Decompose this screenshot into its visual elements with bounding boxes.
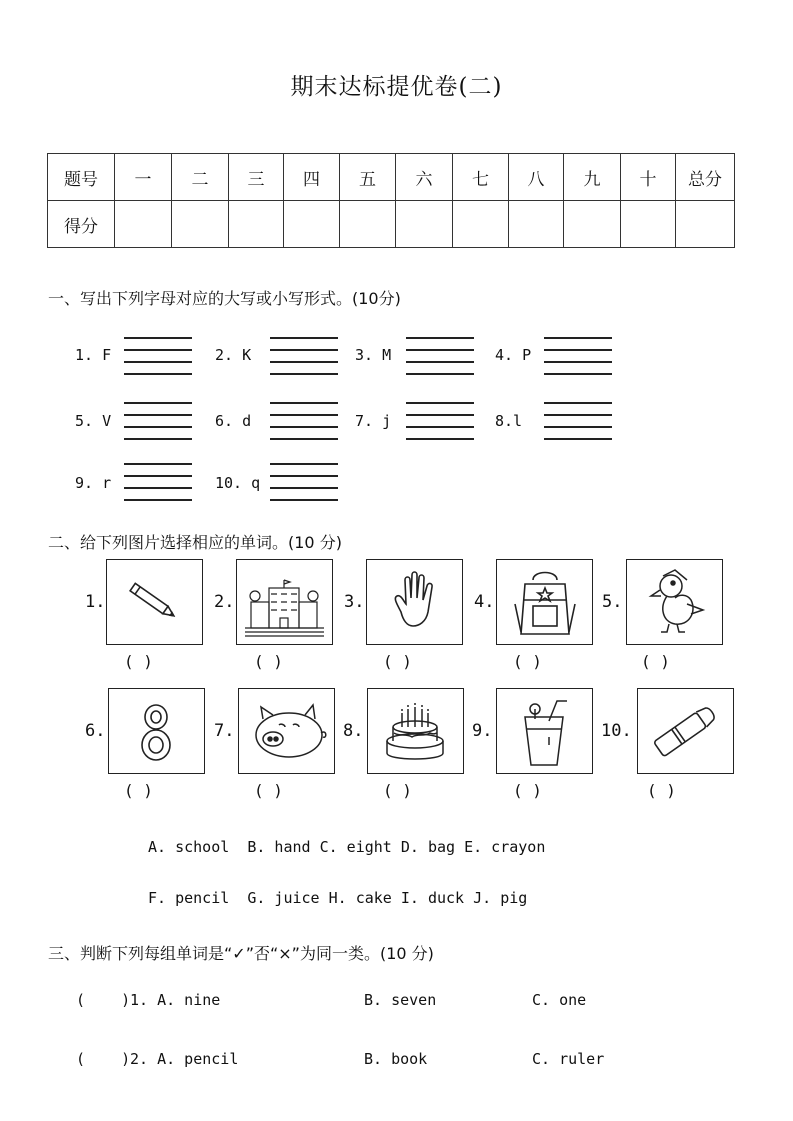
answer-blank[interactable]: ( ): [383, 652, 412, 671]
writing-lines[interactable]: [124, 402, 192, 444]
question-option-a: 2. A. pencil: [130, 1050, 239, 1068]
header-cell: 七: [453, 154, 509, 201]
writing-lines[interactable]: [124, 463, 192, 505]
picture-number: 2.: [214, 592, 235, 612]
header-cell: 四: [284, 154, 340, 201]
writing-lines[interactable]: [406, 402, 474, 444]
letter-item: 1. F: [75, 346, 112, 364]
score-cell[interactable]: [564, 201, 621, 248]
picture-box-eight: [108, 688, 205, 774]
header-cell: 三: [229, 154, 284, 201]
letter-item: 10. q: [215, 474, 261, 492]
duck-icon: [627, 560, 722, 644]
writing-lines[interactable]: [270, 402, 338, 444]
picture-box-school: [236, 559, 333, 645]
score-table: [47, 153, 735, 248]
section2-heading: 二、给下列图片选择相应的单词。(10 分): [48, 533, 342, 552]
writing-lines[interactable]: [124, 337, 192, 379]
picture-box-pig: [238, 688, 335, 774]
writing-lines[interactable]: [270, 337, 338, 379]
picture-number: 4.: [474, 592, 495, 612]
school-icon: [237, 560, 332, 644]
header-cell: 一: [115, 154, 172, 201]
section3-heading: 三、判断下列每组单词是“✓”否“×”为同一类。(10 分): [48, 944, 434, 963]
answer-blank[interactable]: ( ): [513, 652, 542, 671]
picture-number: 9.: [472, 721, 493, 741]
letter-item: 4. P: [495, 346, 532, 364]
picture-box-pencil: [637, 688, 734, 774]
score-label-cell: 得分: [48, 201, 115, 248]
picture-box-duck: [626, 559, 723, 645]
crayon-icon: [107, 560, 202, 644]
juice-icon: [497, 689, 592, 773]
picture-box-juice: [496, 688, 593, 774]
picture-number: 6.: [85, 721, 106, 741]
score-cell[interactable]: [115, 201, 172, 248]
header-cell: 五: [340, 154, 396, 201]
score-cell[interactable]: [340, 201, 396, 248]
score-table-header-row: [48, 154, 735, 201]
score-cell[interactable]: [676, 201, 735, 248]
picture-number: 10.: [601, 721, 632, 741]
pencil-icon: [638, 689, 733, 773]
score-cell[interactable]: [396, 201, 453, 248]
header-cell: 题号: [48, 154, 115, 201]
letter-item: 7. j: [355, 412, 392, 430]
answer-blank[interactable]: ( ): [647, 781, 676, 800]
answer-blank[interactable]: ( ): [383, 781, 412, 800]
picture-number: 5.: [602, 592, 623, 612]
header-cell: 十: [621, 154, 676, 201]
picture-number: 7.: [214, 721, 235, 741]
picture-box-cake: [367, 688, 464, 774]
answer-blank[interactable]: ( ): [254, 781, 283, 800]
letter-item: 5. V: [75, 412, 112, 430]
header-cell: 六: [396, 154, 453, 201]
writing-lines[interactable]: [406, 337, 474, 379]
word-options-line2: F. pencil G. juice H. cake I. duck J. pig: [148, 889, 528, 907]
score-table-score-row: [48, 201, 735, 248]
judge-blank[interactable]: ( ): [76, 1050, 131, 1068]
answer-blank[interactable]: ( ): [254, 652, 283, 671]
question-option-a: 1. A. nine: [130, 991, 221, 1009]
picture-box-hand: [366, 559, 463, 645]
section1-heading: 一、写出下列字母对应的大写或小写形式。(10分): [48, 289, 401, 308]
question-option-b: B. seven: [364, 991, 437, 1009]
letter-item: 6. d: [215, 412, 252, 430]
answer-blank[interactable]: ( ): [641, 652, 670, 671]
bag-icon: [497, 560, 592, 644]
answer-blank[interactable]: ( ): [124, 781, 153, 800]
page-title: 期末达标提优卷(二): [290, 74, 503, 100]
score-cell[interactable]: [453, 201, 509, 248]
letter-item: 8.l: [495, 412, 523, 430]
score-cell[interactable]: [621, 201, 676, 248]
answer-blank[interactable]: ( ): [513, 781, 542, 800]
question-option-c: C. ruler: [532, 1050, 605, 1068]
picture-box-bag: [496, 559, 593, 645]
header-cell: 九: [564, 154, 621, 201]
picture-number: 1.: [85, 592, 106, 612]
writing-lines[interactable]: [270, 463, 338, 505]
picture-box-crayon: [106, 559, 203, 645]
header-cell: 八: [509, 154, 564, 201]
writing-lines[interactable]: [544, 337, 612, 379]
letter-item: 2. K: [215, 346, 252, 364]
header-cell: 二: [172, 154, 229, 201]
score-cell[interactable]: [509, 201, 564, 248]
writing-lines[interactable]: [544, 402, 612, 444]
picture-number: 3.: [344, 592, 365, 612]
cake-icon: [368, 689, 463, 773]
pig-icon: [239, 689, 334, 773]
letter-item: 3. M: [355, 346, 392, 364]
letter-item: 9. r: [75, 474, 112, 492]
picture-number: 8.: [343, 721, 364, 741]
question-option-c: C. one: [532, 991, 587, 1009]
judge-blank[interactable]: ( ): [76, 991, 131, 1009]
header-cell: 总分: [676, 154, 735, 201]
hand-icon: [367, 560, 462, 644]
score-cell[interactable]: [229, 201, 284, 248]
eight-icon: [109, 689, 204, 773]
score-cell[interactable]: [172, 201, 229, 248]
question-option-b: B. book: [364, 1050, 428, 1068]
word-options-line1: A. school B. hand C. eight D. bag E. crayon: [148, 838, 546, 856]
answer-blank[interactable]: ( ): [124, 652, 153, 671]
score-cell[interactable]: [284, 201, 340, 248]
